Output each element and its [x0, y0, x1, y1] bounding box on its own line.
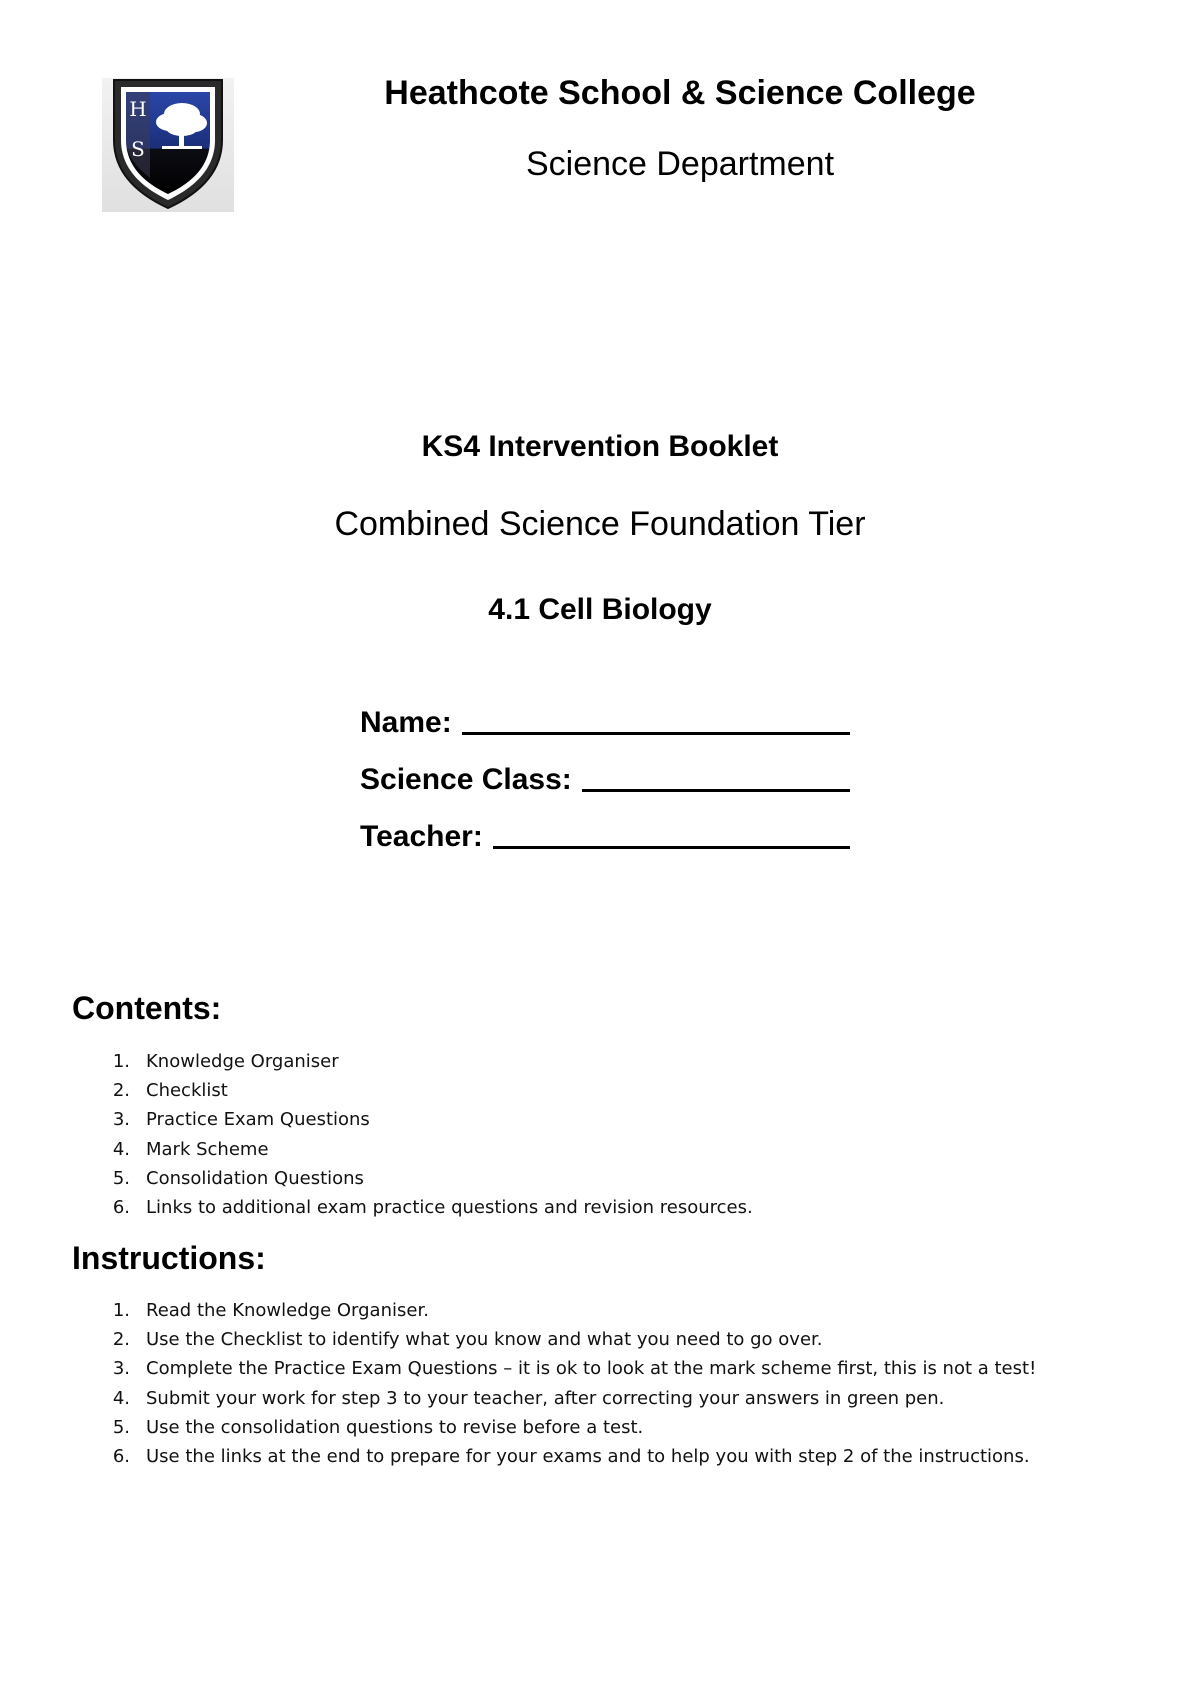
instructions-heading: Instructions:	[72, 1240, 266, 1276]
school-crest-icon	[102, 78, 234, 212]
booklet-subtitle: Combined Science Foundation Tier	[334, 505, 866, 543]
name-label: Name:	[360, 706, 452, 739]
teacher-label: Teacher:	[360, 820, 483, 853]
crest-letter-h: H	[129, 97, 147, 121]
name-blank-line[interactable]	[462, 732, 850, 735]
teacher-blank-line[interactable]	[493, 846, 850, 849]
school-crest-logo	[102, 78, 234, 212]
science-class-blank-line[interactable]	[582, 789, 850, 792]
school-name: Heathcote School & Science College	[384, 74, 976, 112]
unit-title: 4.1 Cell Biology	[488, 593, 712, 626]
crest-letter-s: S	[131, 137, 145, 161]
science-class-label: Science Class:	[360, 763, 572, 796]
teacher-field	[360, 820, 850, 854]
contents-heading: Contents:	[72, 990, 222, 1026]
science-class-field	[360, 763, 850, 797]
name-field	[360, 706, 850, 740]
booklet-title: KS4 Intervention Booklet	[421, 430, 779, 463]
department-name: Science Department	[525, 145, 835, 183]
